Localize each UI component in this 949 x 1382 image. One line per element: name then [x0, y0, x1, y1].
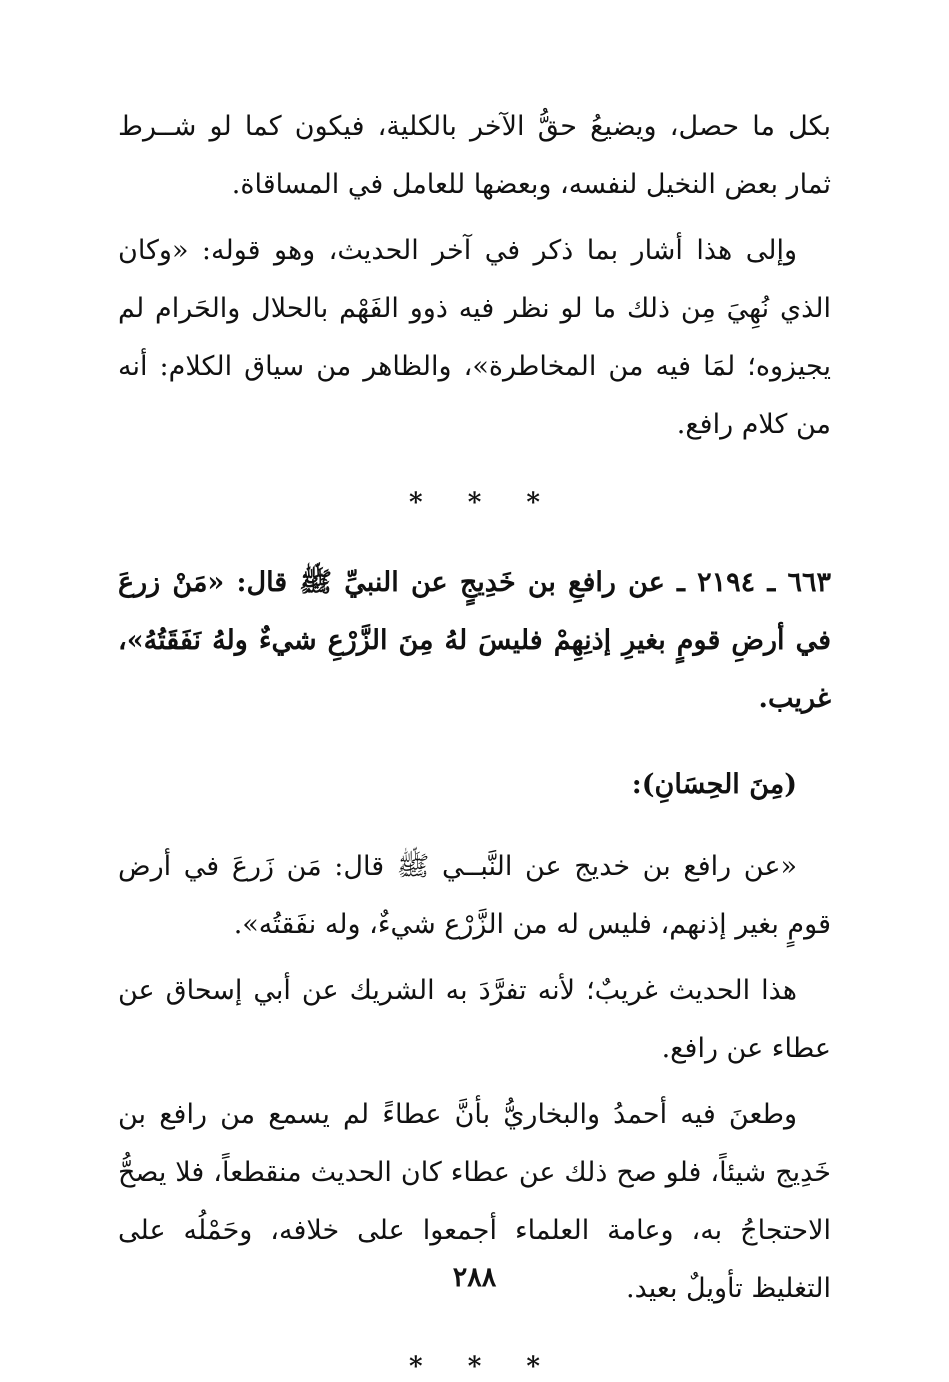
section-divider-stars-end: * * * — [409, 1352, 558, 1382]
paragraph-continuation: بكل ما حصل، ويضيعُ حقُّ الآخر بالكلية، فيكون كما لو شــرط ثمار بعض النخيل لنفسه، وبعضها للعامل في المساقاة. — [118, 111, 831, 200]
section-divider-stars: * * * — [409, 488, 558, 518]
paragraph-criticism: وطعنَ فيه أحمدُ والبخاريُّ بأنَّ عطاءً لم يسمع من رافع بن خَدِيج شيئاً، فلو صح ذلك عن عطاء كان الحديث منقطعاً، فلا يصحُّ الاحتجاجُ به، وعامة العلماء أجمعوا على خلافه، وحَمْلُه على التغليظ تأويلٌ بعيد. — [118, 1099, 831, 1304]
hadith-quote: «عن رافع بن خديج عن النَّبــي ﷺ قال: مَن زَرعَ في أرض قومٍ بغير إذنهم، فليس له من الزَّرْع شيءٌ، وله نفَقتُه». — [118, 851, 831, 940]
paragraph-grading: هذا الحديث غريبٌ؛ لأنه تفرَّدَ به الشريك عن أبي إسحاق عن عطاء عن رافع. — [118, 975, 831, 1064]
section-heading: (مِنَ الحِسَانِ): — [631, 769, 797, 800]
hadith-text: ٦٦٣ ـ ٢١٩٤ ـ عن رافعِ بن خَدِيجٍ عن النبيِّ ﷺ قال: «مَنْ زرعَ في أرضِ قومٍ بغيرِ إذنِهِمْ فليسَ لهُ مِنَ الزَّرْعِ شيءٌ ولهُ نَفَقَتُهُ»، غريب. — [118, 567, 831, 714]
paragraph-commentary: وإلى هذا أشار بما ذكر في آخر الحديث، وهو قوله: «وكان الذي نُهِيَ مِن ذلك ما لو نظر فيه ذوو الفَهْم بالحلال والحَرام لم يجيزوه؛ لمَا فيه من المخاطرة»، والظاهر من سياق الكلام: أنه من كلام رافع. — [118, 235, 831, 440]
page-number: ٢٨٨ — [452, 1262, 497, 1293]
